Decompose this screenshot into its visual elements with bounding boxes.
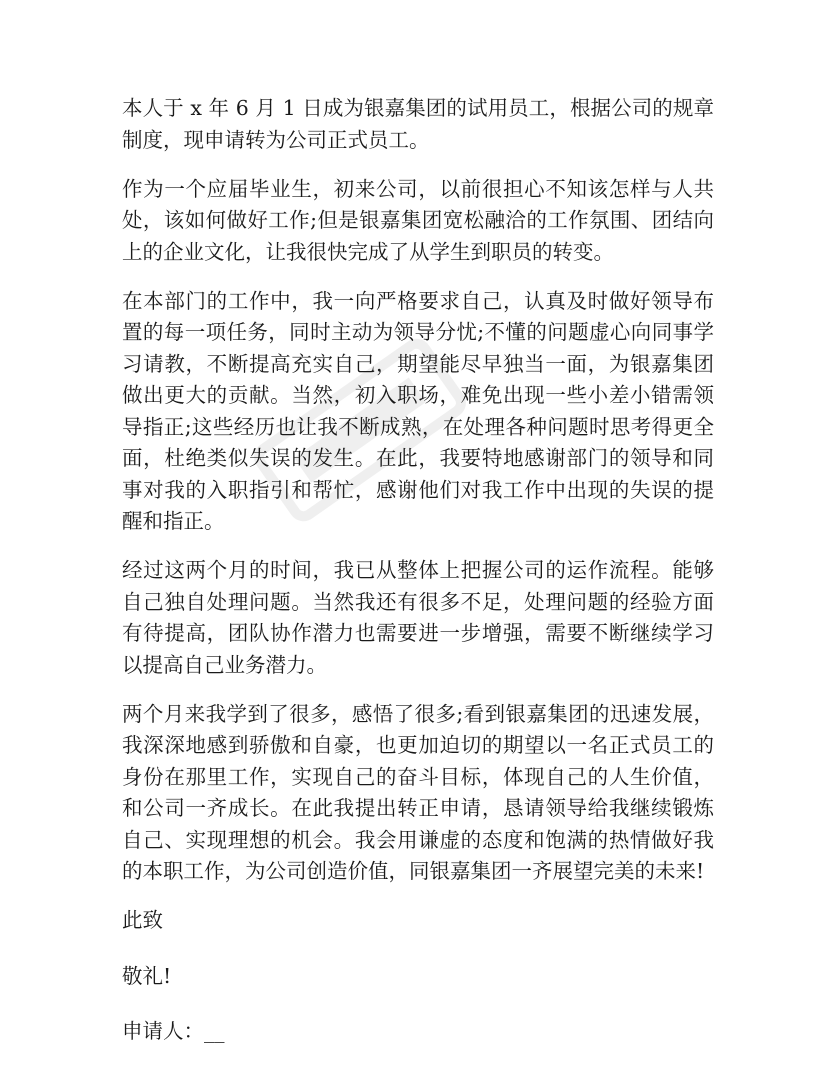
paragraph-request: 两个月来我学到了很多，感悟了很多;看到银嘉集团的迅速发展，我深深地感到骄傲和自豪，也更加迫切的期望以一名正式员工的身份在那里工作，实现自己的奋斗目标，体现自己的人生价值，和公司一齐成长。在此我提出转正申请，恳请领导给我继续锻炼自己、实现理想的机会。我会用谦虚的态度和饱满的热情做好我的本职工作，为公司创造价值，同银嘉集团一齐展望完美的未来! [122, 701, 714, 883]
signature-line: 申请人：__ [122, 1019, 225, 1043]
closing-text: 此致 [122, 908, 163, 932]
salutation-text: 敬礼! [122, 963, 172, 988]
paragraph-progress: 经过这两个月的时间，我已从整体上把握公司的运作流程。能够自己独自处理问题。当然我还有很多不足，处理问题的经验方面有待提高，团队协作潜力也需要进一步增强，需要不断继续学习以提高自己业务潜力。 [122, 558, 714, 677]
letter-body [122, 93, 714, 1072]
paragraph-work-attitude: 在本部门的工作中，我一向严格要求自己，认真及时做好领导布置的每一项任务，同时主动为领导分忧;不懂的问题虚心向同事学习请教，不断提高充实自己，期望能尽早独当一面，为银嘉集团做出更大的贡献。当然，初入职场，难免出现一些小差小错需领导指正;这些经历也让我不断成熟，在处理各种问题时思考得更全面，杜绝类似失误的发生。在此，我要特地感谢部门的领导和同事对我的入职指引和帮忙，感谢他们对我工作中出现的失误的提醒和指正。 [122, 288, 714, 533]
paragraph-adaptation: 作为一个应届毕业生，初来公司，以前很担心不知该怎样与人共处，该如何做好工作;但是银嘉集团宽松融洽的工作氛围、团结向上的企业文化，让我很快完成了从学生到职员的转变。 [122, 176, 714, 264]
paragraph-intro: 本人于 x 年 6 月 1 日成为银嘉集团的试用员工，根据公司的规章制度，现申请转为公司正式员工。 [122, 96, 714, 152]
